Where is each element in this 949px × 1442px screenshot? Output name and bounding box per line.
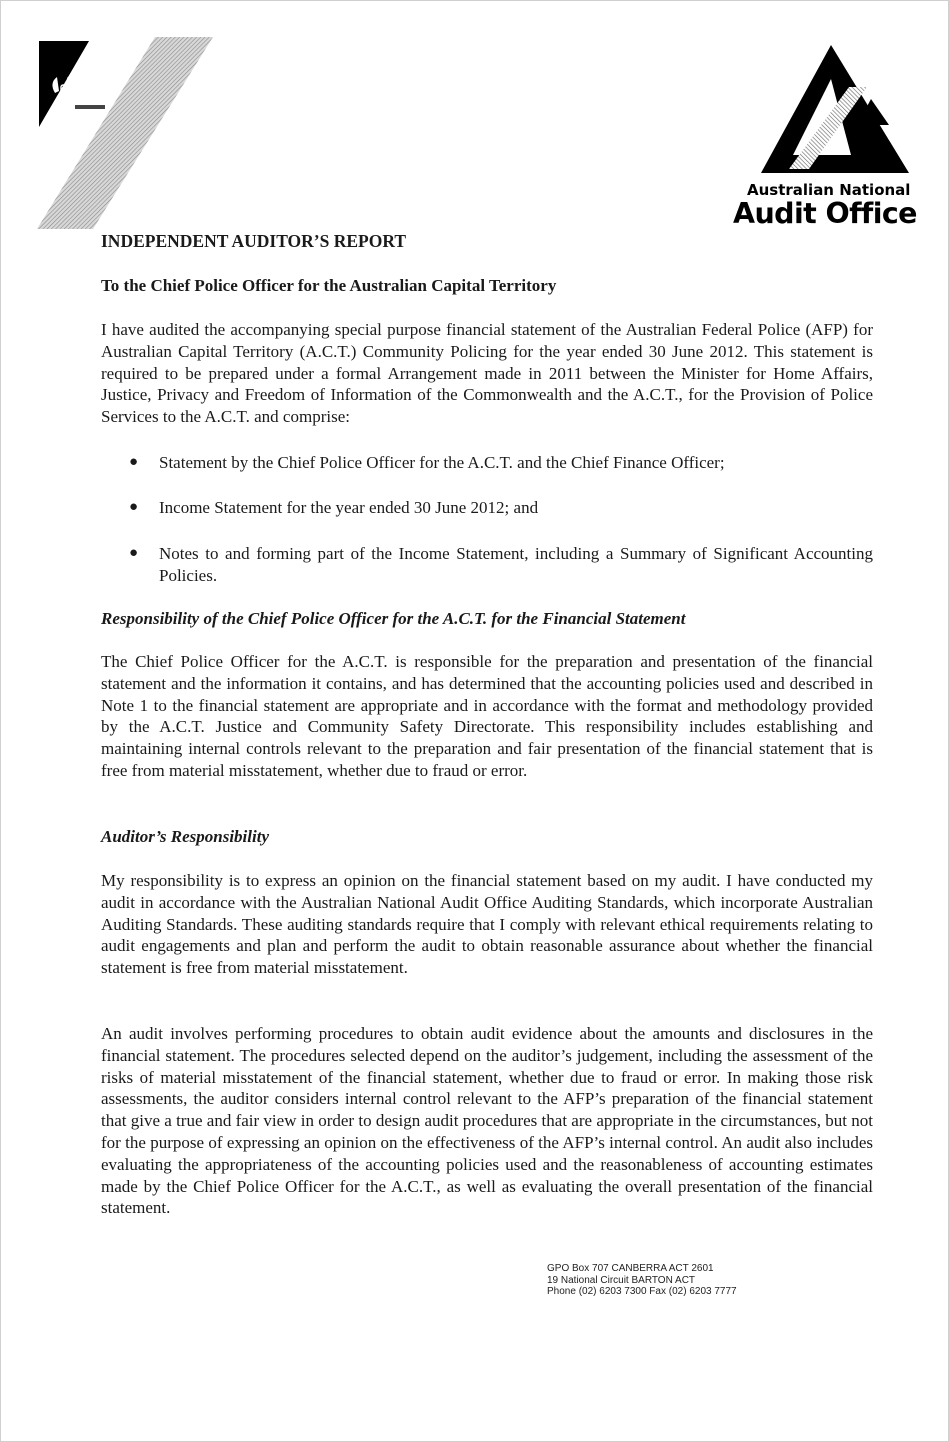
intro-paragraph: I have audited the accompanying special purpose financial statement of the Australian Federal Police (AFP) for Australian Capital Territory (A.C.T.) Community Policing for the year ended 30 June 2012. This statement is required to be prepared under a formal Arrangement made in 2011 between the Minister for Home Affairs, Justice, Privacy and Freedom of Information of the Commonwealth and the A.C.T., for the Provision of Police Services to the A.C.T. and comprise: [101,320,873,427]
footer-line: 19 National Circuit BARTON ACT [547,1274,696,1286]
bullet-icon: ● [129,454,139,470]
coat-of-arms-icon [37,35,227,231]
section-heading: Responsibility of the Chief Police Officer for the A.C.T. for the Financial Statement [101,609,686,628]
footer-line: GPO Box 707 CANBERRA ACT 2601 [547,1263,714,1274]
org-name-line1: Australian National [747,181,911,199]
report-title: INDEPENDENT AUDITOR’S REPORT [101,231,407,251]
list-item-text: Income Statement for the year ended 30 June 2012; and [159,498,539,517]
list-item-text: Statement by the Chief Police Officer for the A.C.T. and the Chief Finance Officer; [159,453,725,472]
section-paragraph: An audit involves performing procedures to obtain audit evidence about the amounts and disclosures in the financial statement. The procedures selected depend on the auditor’s judgement, including the assessment of the risks of material misstatement of the financial statement, whether due to fraud or error. In making those risk assessments, the auditor considers internal control relevant to the AFP’s preparation of the financial statement that give a true and fair view in order to design audit procedures that are appropriate in the circumstances, but not for the purpose of expressing an opinion on the effectiveness of the AFP’s internal control. An audit also includes evaluating the appropriateness of the accounting policies used and the reasonableness of accounting estimates made by the Chief Police Officer for the A.C.T., as well as evaluating the overall presentation of the financial statement. [101,1024,873,1218]
section-heading: Auditor’s Responsibility [101,827,269,846]
list-item-text: Notes to and forming part of the Income Statement, including a Summary of Significant Accounting Policies. [159,544,873,585]
report-addressee: To the Chief Police Officer for the Australian Capital Territory [101,276,557,295]
section-paragraph: My responsibility is to express an opinion on the financial statement based on my audit. I have conducted my audit in accordance with the Australian National Audit Office Auditing Standards, which incorporate Australian Auditing Standards. These auditing standards require that I comply with relevant ethical requirements relating to audit engagements and plan and perform the audit to obtain reasonable assurance about whether the financial statement is free from material misstatement. [101,871,873,978]
bullet-icon: ● [129,499,139,515]
footer-address [547,1263,807,1298]
section-paragraph: The Chief Police Officer for the A.C.T. is responsible for the preparation and presentation of the financial statement and the information it contains, and has determined that the accounting policies used and described in Note 1 to the financial statement are appropriate and in accordance with the format and methodology provided by the A.C.T. Justice and Community Safety Directorate. This responsibility includes establishing and maintaining internal controls relevant to the preparation and fair presentation of the financial statement that is free from material misstatement, whether due to fraud or error. [101,652,873,780]
bullet-icon: ● [129,545,139,561]
footer-line: Phone (02) 6203 7300 Fax (02) 6203 7777 [547,1286,737,1297]
org-name-line2: Audit Office [733,197,917,230]
